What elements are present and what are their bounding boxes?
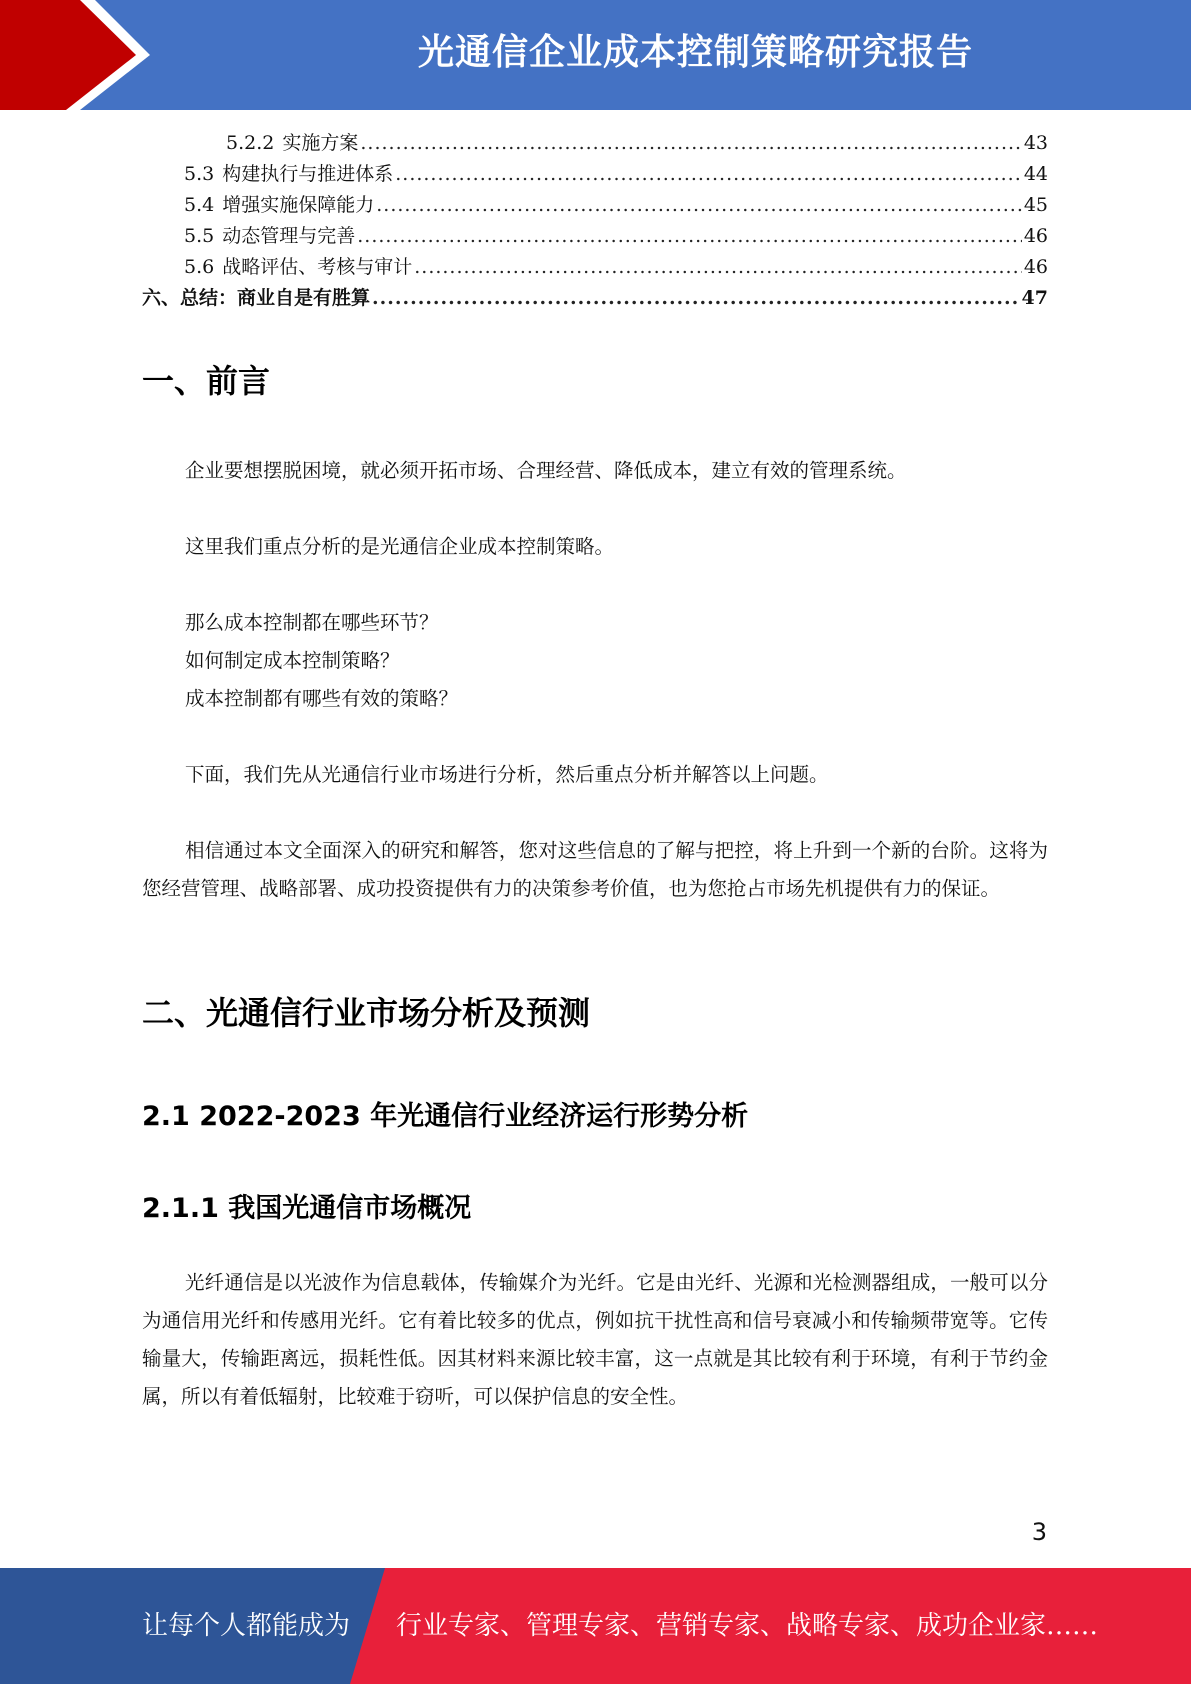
subsection-heading: 2.1 2022-2023 年光通信行业经济运行形势分析	[142, 1101, 749, 1132]
paragraph: 光纤通信是以光波作为信息载体，传输媒介为光纤。它是由光纤、光源和光检测器组成，一般可以分为通信用光纤和传感用光纤。它有着比较多的优点，例如抗干扰性高和信号衰减小和传输频带宽等。它传输量大，传输距离远，损耗性低。因其材料来源比较丰富，这一点就是其比较有利于环境，有利于节约金属，所以有着低辐射，比较难于窃听，可以保护信息的安全性。	[142, 1271, 1048, 1408]
toc-page-number: 47	[1021, 287, 1048, 309]
toc-label: 增强实施保障能力	[222, 194, 375, 216]
toc-leader	[357, 221, 1022, 252]
toc-label: 战略评估、考核与审计	[222, 256, 413, 278]
toc-label: 动态管理与完善	[222, 225, 356, 247]
question-line: 成本控制都有哪些有效的策略？	[185, 687, 459, 710]
footer-slogan-left: 让每个人都能成为	[142, 1611, 351, 1641]
toc-entry[interactable]	[142, 190, 1048, 221]
toc-leader	[376, 190, 1022, 221]
toc-entry[interactable]	[142, 128, 1048, 159]
red-chevron-icon	[0, 0, 150, 110]
toc-entry[interactable]	[142, 221, 1048, 252]
section-heading-market-analysis: 二、光通信行业市场分析及预测	[142, 994, 591, 1032]
toc-page-number: 45	[1023, 194, 1048, 216]
toc-page-number: 44	[1023, 163, 1048, 185]
paragraph: 企业要想摆脱困境，就必须开拓市场、合理经营、降低成本，建立有效的管理系统。	[185, 459, 907, 482]
toc-page-number: 46	[1023, 256, 1048, 278]
document-title: 光通信企业成本控制策略研究报告	[417, 32, 973, 73]
section-heading-preface: 一、前言	[142, 362, 271, 400]
toc-label: 六、总结：商业自是有胜算	[142, 287, 371, 309]
toc-number: 5.6	[184, 256, 215, 278]
paragraph: 下面，我们先从光通信行业市场进行分析，然后重点分析并解答以上问题。	[185, 763, 829, 786]
toc-leader	[395, 159, 1022, 190]
question-line: 如何制定成本控制策略？	[185, 649, 400, 672]
toc-label: 实施方案	[282, 132, 359, 154]
subsection-heading: 2.1.1 我国光通信市场概况	[142, 1193, 472, 1224]
question-line: 那么成本控制都在哪些环节？	[185, 611, 439, 634]
toc-page-number: 43	[1023, 132, 1048, 154]
toc-entry[interactable]	[142, 159, 1048, 190]
table-of-contents	[142, 128, 1048, 314]
toc-number: 5.5	[184, 225, 215, 247]
page-number: 3	[1031, 1518, 1047, 1546]
toc-leader	[414, 252, 1022, 283]
toc-entry[interactable]	[142, 283, 1048, 314]
toc-entry[interactable]	[142, 252, 1048, 283]
paragraph: 相信通过本文全面深入的研究和解答，您对这些信息的了解与把控，将上升到一个新的台阶。这将为您经营管理、战略部署、成功投资提供有力的决策参考价值，也为您抢占市场先机提供有力的保证。	[142, 839, 1048, 900]
toc-number: 5.2.2	[226, 132, 275, 154]
toc-leader	[360, 128, 1021, 159]
paragraph: 这里我们重点分析的是光通信企业成本控制策略。	[185, 535, 615, 558]
footer-slogan-right: 行业专家、管理专家、营销专家、战略专家、成功企业家……	[396, 1611, 1099, 1641]
toc-number: 5.3	[184, 163, 215, 185]
toc-page-number: 46	[1023, 225, 1048, 247]
header-banner	[0, 0, 1191, 110]
toc-label: 构建执行与推进体系	[222, 163, 394, 185]
toc-number: 5.4	[184, 194, 215, 216]
toc-leader	[372, 283, 1020, 314]
footer-banner	[0, 1568, 1191, 1684]
